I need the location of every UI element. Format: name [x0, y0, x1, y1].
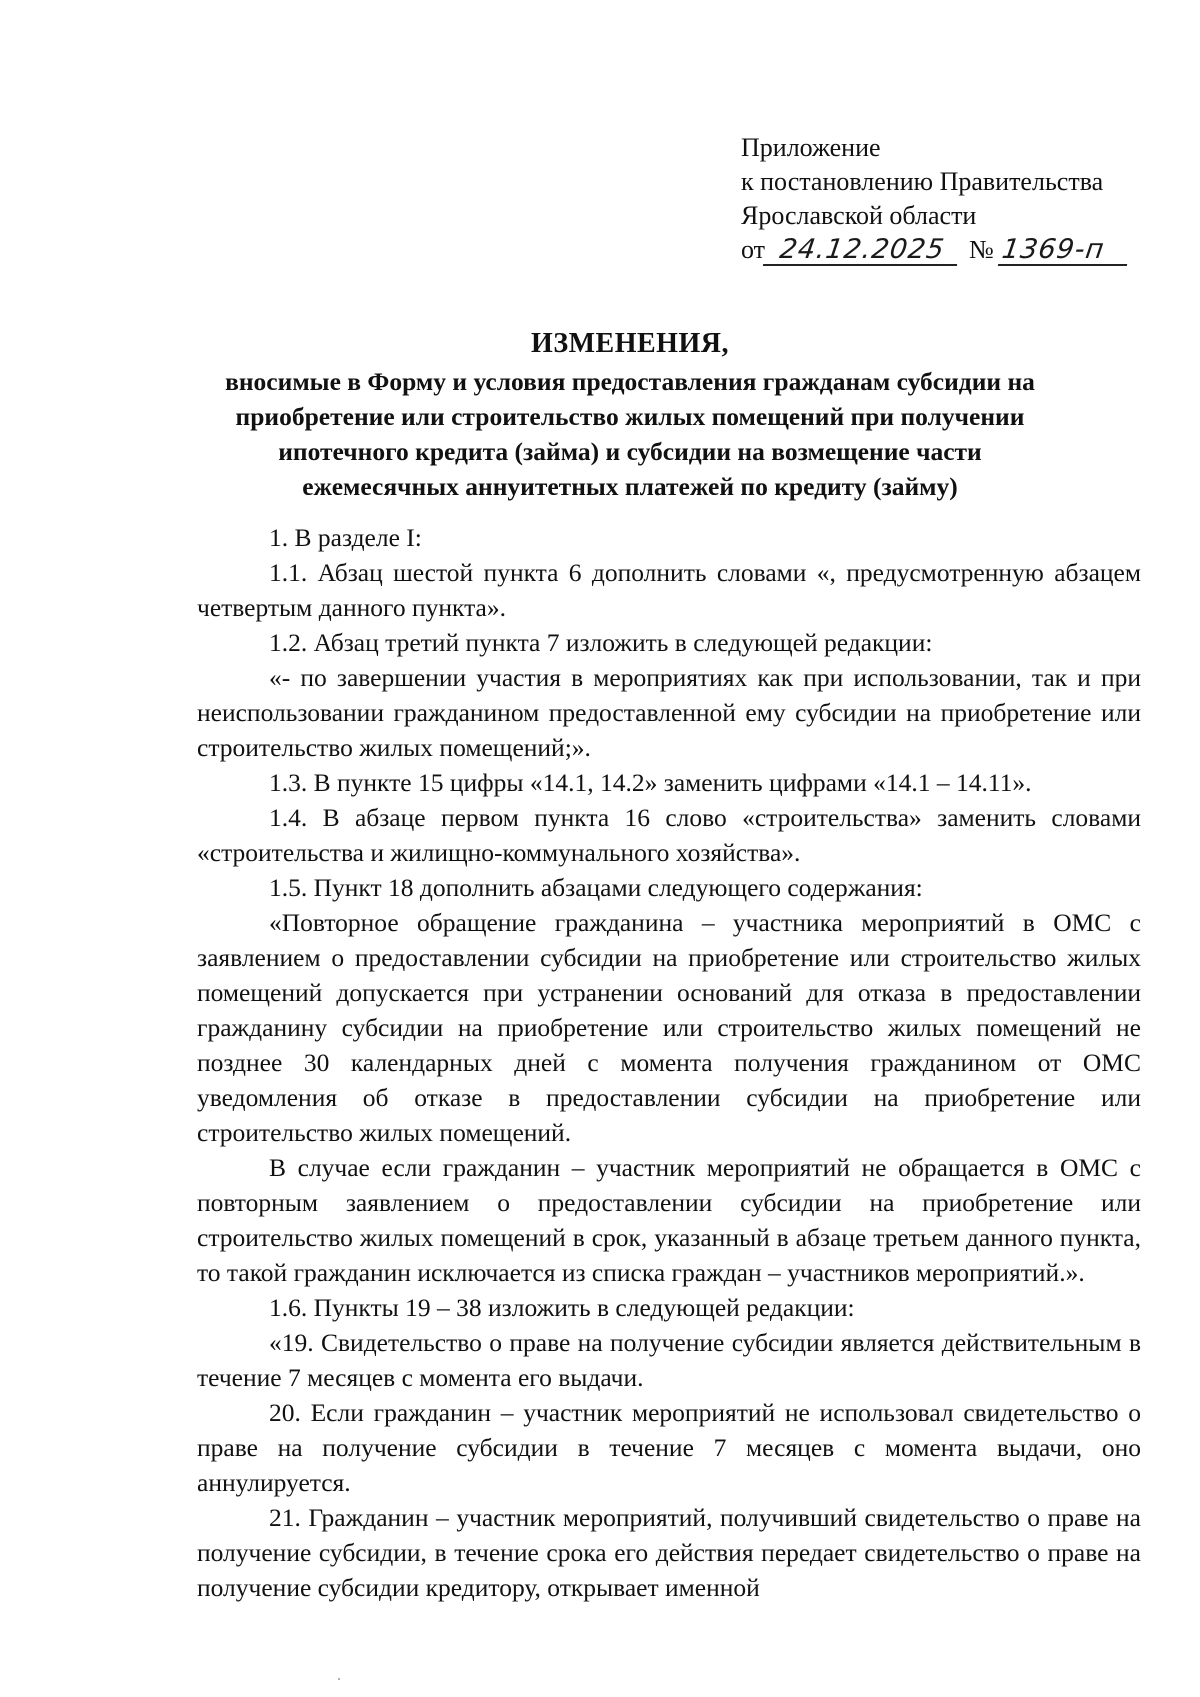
paragraph: 20. Если гражданин – участник мероприятий не использовал свидетельство о праве на получение субсидии в течение 7 месяцев с момента выдачи, оно аннулируется.: [197, 1398, 1141, 1497]
paragraph: «Повторное обращение гражданина – участника мероприятий в ОМС с заявлением о предоставлении субсидии на приобретение или строительство жилых помещений допускается при устранении оснований для отказа в предоставлении гражданину субсидии на приобретение или строительство жилых помещений не позднее 30 календарных дней с момента получения гражданином от ОМС уведомления об отказе в предоставлении субсидии на приобретение или строительство жилых помещений.: [197, 908, 1141, 1147]
number-sign: №: [969, 235, 994, 264]
appendix-line-2: к постановлению Правительства: [741, 167, 1104, 196]
paragraph: 1.1. Абзац шестой пункта 6 дополнить словами «, предусмотренную абзацем четвертым данного пункта».: [197, 558, 1141, 622]
paragraph: 1.4. В абзаце первом пункта 16 слово «строительства» заменить словами «строительства и жилищно-коммунального хозяйства».: [197, 803, 1141, 867]
paragraph: 21. Гражданин – участник мероприятий, получивший свидетельство о праве на получение субсидии, в течение срока его действия передает свидетельство о праве на получение субсидии кредитору, открывает именной: [197, 1503, 1141, 1602]
appendix-date-number-line: [741, 233, 1161, 269]
paragraph: 1.6. Пункты 19 – 38 изложить в следующей редакции:: [269, 1293, 855, 1322]
document-body: [197, 520, 1141, 1605]
paragraph: 1.5. Пункт 18 дополнить абзацами следующего содержания:: [269, 873, 923, 902]
paragraph: В случае если гражданин – участник мероприятий не обращается в ОМС с повторным заявлением о предоставлении субсидии на приобретение или строительство жилых помещений в срок, указанный в абзаце третьем данного пункта, то такой гражданин исключается из списка граждан – участников мероприятий.».: [197, 1153, 1141, 1287]
title-subtitle-line-1: вносимые в Форму и условия предоставления гражданам субсидии на: [225, 367, 1035, 396]
document-title: [160, 324, 1100, 504]
appendix-line-3: Ярославской области: [741, 201, 977, 230]
title-subtitle-line-4: ежемесячных аннуитетных платежей по кредиту (займу): [302, 472, 958, 501]
appendix-header: [741, 131, 1161, 269]
scan-speck: [338, 1678, 340, 1680]
title-subtitle-line-2: приобретение или строительство жилых помещений при получении: [235, 402, 1025, 431]
appendix-line-1: Приложение: [741, 133, 881, 162]
handwritten-number: 1369-п: [998, 236, 1131, 266]
paragraph: «- по завершении участия в мероприятиях как при использовании, так и при неиспользовании гражданином предоставленной ему субсидии на приобретение или строительство жилых помещений;».: [197, 663, 1141, 762]
title-main: ИЗМЕНЕНИЯ,: [531, 328, 729, 359]
paragraph: 1.3. В пункте 15 цифры «14.1, 14.2» заменить цифрами «14.1 – 14.11».: [269, 768, 1032, 797]
date-prefix: от: [741, 235, 766, 264]
handwritten-date: 24.12.2025: [763, 236, 961, 266]
title-subtitle-line-3: ипотечного кредита (займа) и субсидии на возмещение части: [278, 437, 982, 466]
paragraph: «19. Свидетельство о праве на получение субсидии является действительным в течение 7 месяцев с момента его выдачи.: [197, 1328, 1141, 1392]
paragraph: 1. В разделе I:: [269, 523, 422, 552]
paragraph: 1.2. Абзац третий пункта 7 изложить в следующей редакции:: [269, 628, 933, 657]
